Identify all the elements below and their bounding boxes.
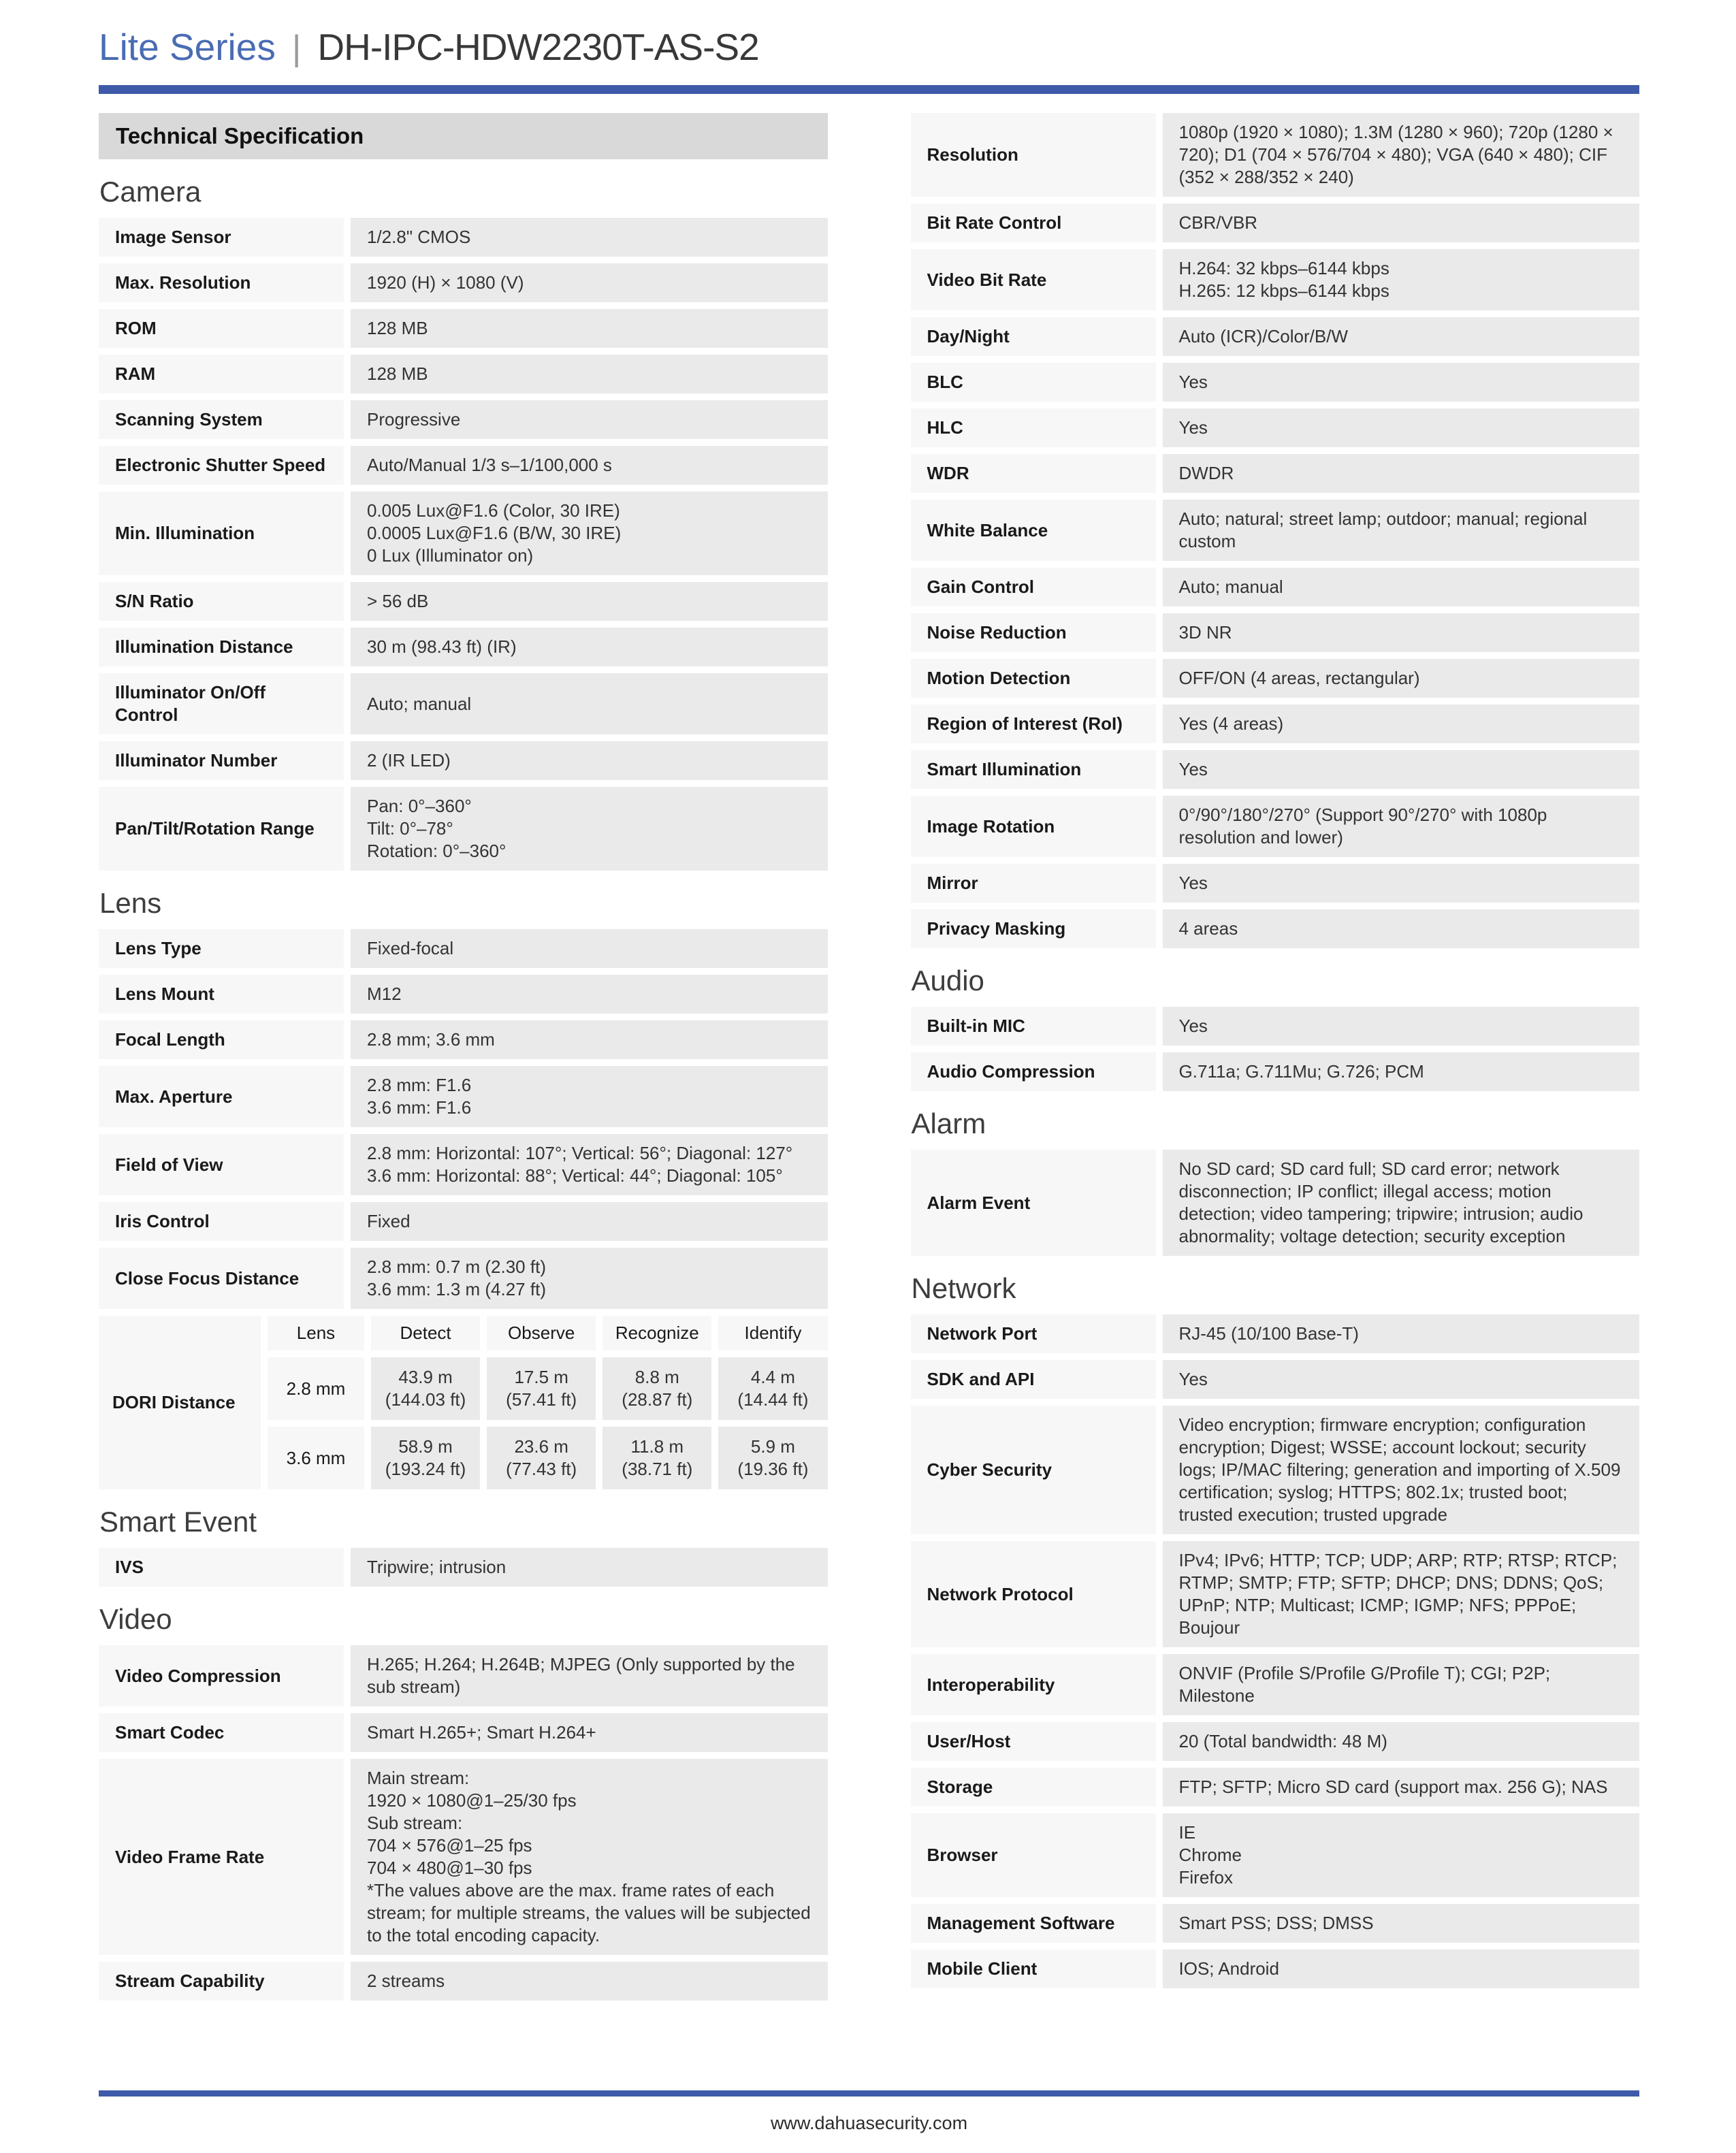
spec-row (99, 1713, 828, 1752)
dori-table (99, 1316, 828, 1489)
spec-label: WDR (911, 454, 1156, 493)
spec-value-line: Auto/Manual 1/3 s–1/100,000 s (367, 455, 612, 475)
spec-value-line: 1920 × 1080@1–25/30 fps (367, 1790, 577, 1811)
spec-label: Mirror (911, 864, 1156, 903)
spec-value (351, 673, 828, 734)
spec-label: Max. Aperture (99, 1066, 344, 1127)
spec-value (1163, 408, 1640, 447)
spec-value (351, 1645, 828, 1706)
spec-value-line: 20 (Total bandwidth: 48 M) (1178, 1731, 1387, 1751)
dori-distance-ft: (28.87 ft) (622, 1389, 693, 1410)
spec-value (351, 263, 828, 302)
spec-label: Illuminator On/Off Control (99, 673, 344, 734)
spec-label: Scanning System (99, 400, 344, 439)
spec-value-line: OFF/ON (4 areas, rectangular) (1178, 668, 1420, 688)
spec-row (911, 1768, 1640, 1807)
section-heading: Audio (911, 965, 984, 997)
spec-label: Close Focus Distance (99, 1248, 344, 1309)
section-heading: Video (99, 1603, 172, 1635)
spec-value-line: G.711a; G.711Mu; G.726; PCM (1178, 1061, 1424, 1082)
spec-value-line: Sub stream: (367, 1813, 463, 1833)
spec-value-line: 704 × 576@1–25 fps (367, 1835, 532, 1856)
spec-label: Electronic Shutter Speed (99, 446, 344, 485)
spec-value-line: 3.6 mm: 1.3 m (4.27 ft) (367, 1279, 546, 1299)
spec-label: Storage (911, 1768, 1156, 1807)
spec-value-line: ONVIF (Profile S/Profile G/Profile T); CGI; P2P; Milestone (1178, 1663, 1551, 1706)
spec-label: RAM (99, 355, 344, 393)
dori-data-cell (371, 1427, 480, 1489)
spec-value (351, 1066, 828, 1127)
spec-label: Mobile Client (911, 1949, 1156, 1988)
spec-label: Management Software (911, 1904, 1156, 1943)
spec-row (99, 446, 828, 485)
spec-value (1163, 317, 1640, 356)
spec-row (99, 582, 828, 621)
spec-value-line: Yes (1178, 372, 1208, 392)
spec-row (911, 1722, 1640, 1761)
spec-value (351, 787, 828, 871)
spec-value (351, 975, 828, 1014)
dori-distance-ft: (14.44 ft) (737, 1389, 809, 1410)
spec-label: Network Port (911, 1314, 1156, 1353)
spec-value-line: Firefox (1178, 1867, 1233, 1888)
spec-value (351, 1713, 828, 1752)
dori-distance-ft: (19.36 ft) (737, 1459, 809, 1479)
dori-data-cell (718, 1427, 827, 1489)
spec-value (351, 1248, 828, 1309)
spec-label: Browser (911, 1813, 1156, 1897)
spec-value (1163, 1949, 1640, 1988)
spec-row (911, 750, 1640, 789)
spec-row (99, 1202, 828, 1241)
dori-distance-ft: (193.24 ft) (385, 1459, 466, 1479)
spec-label: Smart Codec (99, 1713, 344, 1752)
spec-value (1163, 1541, 1640, 1647)
spec-label: Bit Rate Control (911, 204, 1156, 242)
spec-value (1163, 796, 1640, 857)
spec-value (351, 1202, 828, 1241)
spec-section (99, 1506, 828, 1587)
spec-value-line: IPv4; IPv6; HTTP; TCP; UDP; ARP; RTP; RTSP; RTCP; RTMP; SMTP; FTP; SFTP; DHCP; DNS; DDNS; QoS; UPnP; NTP; Multicast; ICMP; IGMP; NFS; PPPoE; Boujour (1178, 1550, 1618, 1638)
spec-label: Illuminator Number (99, 741, 344, 780)
spec-value (351, 218, 828, 257)
spec-label: Video Compression (99, 1645, 344, 1706)
spec-row (911, 705, 1640, 743)
dori-data-cell (718, 1357, 827, 1420)
spec-value (1163, 1007, 1640, 1046)
spec-value (351, 309, 828, 348)
spec-value-line: DWDR (1178, 463, 1234, 483)
spec-row (911, 1904, 1640, 1943)
spec-row (99, 1066, 828, 1127)
spec-row (911, 1007, 1640, 1046)
spec-value (1163, 500, 1640, 561)
spec-value (1163, 363, 1640, 402)
dori-column-header: Identify (718, 1316, 827, 1350)
spec-label: Illumination Distance (99, 628, 344, 666)
spec-value-line: IE (1178, 1822, 1196, 1843)
dori-data-cell (487, 1357, 596, 1420)
spec-value-line: 704 × 480@1–30 fps (367, 1858, 532, 1878)
spec-row (99, 355, 828, 393)
dori-distance-m: 5.9 m (750, 1436, 795, 1457)
spec-value-line: Yes (1178, 417, 1208, 438)
spec-value (1163, 1314, 1640, 1353)
spec-value-line: 2.8 mm: 0.7 m (2.30 ft) (367, 1257, 546, 1277)
spec-value (1163, 454, 1640, 493)
spec-value-line: Auto; natural; street lamp; outdoor; manual; regional custom (1178, 508, 1588, 551)
dori-data-cell (602, 1427, 711, 1489)
dori-distance-m: 58.9 m (398, 1436, 453, 1457)
spec-row (911, 454, 1640, 493)
spec-value (351, 446, 828, 485)
spec-label: Noise Reduction (911, 613, 1156, 652)
spec-value-line: M12 (367, 984, 402, 1004)
spec-label: Field of View (99, 1134, 344, 1195)
spec-value-line: 2.8 mm: Horizontal: 107°; Vertical: 56°; Diagonal: 127° (367, 1143, 793, 1163)
dori-lens-cell: 2.8 mm (268, 1357, 364, 1420)
dori-data-cell (602, 1357, 711, 1420)
spec-row (911, 1654, 1640, 1715)
spec-value-line: 30 m (98.43 ft) (IR) (367, 636, 517, 657)
spec-label: HLC (911, 408, 1156, 447)
spec-label: Stream Capability (99, 1962, 344, 2001)
spec-value-line: CBR/VBR (1178, 212, 1258, 233)
spec-label: Privacy Masking (911, 909, 1156, 948)
spec-row (911, 363, 1640, 402)
spec-value (351, 1134, 828, 1195)
spec-value-line: 128 MB (367, 363, 428, 384)
spec-row (911, 1052, 1640, 1091)
spec-value-line: Smart H.265+; Smart H.264+ (367, 1722, 596, 1743)
spec-label: Alarm Event (911, 1150, 1156, 1256)
spec-value-line: H.265: 12 kbps–6144 kbps (1178, 280, 1389, 301)
spec-label: Smart Illumination (911, 750, 1156, 789)
dori-distance-m: 11.8 m (630, 1436, 684, 1457)
spec-value-line: Yes (4 areas) (1178, 713, 1284, 734)
spec-value (1163, 113, 1640, 197)
page-footer (99, 2063, 1639, 2134)
spec-label: S/N Ratio (99, 582, 344, 621)
spec-label: Motion Detection (911, 659, 1156, 698)
left-column (99, 113, 828, 2007)
spec-label: Built-in MIC (911, 1007, 1156, 1046)
right-column (911, 113, 1640, 2007)
spec-value (351, 929, 828, 968)
spec-label: Video Frame Rate (99, 1759, 344, 1955)
spec-row (99, 673, 828, 734)
spec-value-line: 2 (IR LED) (367, 750, 451, 771)
spec-value-line: 2.8 mm: F1.6 (367, 1075, 472, 1095)
spec-row (99, 1134, 828, 1195)
spec-section (99, 1603, 828, 2001)
spec-value-line: Pan: 0°–360° (367, 796, 472, 816)
spec-value (1163, 1406, 1640, 1534)
spec-value (1163, 1360, 1640, 1399)
spec-value (1163, 1813, 1640, 1897)
spec-value-line: 3.6 mm: F1.6 (367, 1097, 472, 1118)
spec-label: Day/Night (911, 317, 1156, 356)
spec-value (1163, 1768, 1640, 1807)
spec-value-line: IOS; Android (1178, 1958, 1279, 1979)
spec-value (351, 355, 828, 393)
spec-value-line: Chrome (1178, 1845, 1242, 1865)
dori-distance-ft: (144.03 ft) (385, 1389, 466, 1410)
dori-distance-m: 4.4 m (750, 1367, 795, 1387)
spec-section (911, 1107, 1640, 1256)
spec-label: Min. Illumination (99, 491, 344, 575)
spec-value (1163, 1904, 1640, 1943)
dori-distance-m: 23.6 m (514, 1436, 568, 1457)
spec-value-line: 128 MB (367, 318, 428, 338)
spec-value-line: Fixed (367, 1211, 411, 1231)
spec-value-line: 2 streams (367, 1971, 445, 1991)
spec-row (911, 568, 1640, 606)
spec-columns (99, 113, 1639, 2007)
spec-value (1163, 705, 1640, 743)
spec-value-line: 0.0005 Lux@F1.6 (B/W, 30 IRE) (367, 523, 622, 543)
spec-value (351, 1020, 828, 1059)
spec-value-line: FTP; SFTP; Micro SD card (support max. 256 G); NAS (1178, 1777, 1608, 1797)
spec-value-line: Auto; manual (1178, 577, 1283, 597)
spec-value (1163, 659, 1640, 698)
dori-distance-m: 43.9 m (398, 1367, 453, 1387)
model-title: DH-IPC-HDW2230T-AS-S2 (317, 26, 759, 68)
spec-label: Audio Compression (911, 1052, 1156, 1091)
spec-label: User/Host (911, 1722, 1156, 1761)
spec-label: Lens Type (99, 929, 344, 968)
spec-row (99, 1020, 828, 1059)
spec-value-line: Auto (ICR)/Color/B/W (1178, 326, 1348, 346)
spec-section (99, 887, 828, 1489)
dori-distance-ft: (77.43 ft) (506, 1459, 577, 1479)
dori-column-header: Observe (487, 1316, 596, 1350)
technical-specification-header: Technical Specification (99, 113, 828, 159)
spec-row (99, 787, 828, 871)
spec-value (351, 1548, 828, 1587)
dori-lens-cell: 3.6 mm (268, 1427, 364, 1489)
spec-section (911, 1272, 1640, 1988)
spec-value-line: Smart PSS; DSS; DMSS (1178, 1913, 1374, 1933)
spec-label: Resolution (911, 113, 1156, 197)
spec-row (911, 113, 1640, 197)
spec-row (99, 929, 828, 968)
spec-row (911, 204, 1640, 242)
spec-section (911, 965, 1640, 1091)
dori-column-header: Recognize (602, 1316, 711, 1350)
spec-row (99, 263, 828, 302)
spec-row (911, 249, 1640, 310)
spec-row (911, 1360, 1640, 1399)
spec-row (911, 796, 1640, 857)
spec-value (351, 491, 828, 575)
spec-value-line: 0°/90°/180°/270° (Support 90°/270° with 1080p resolution and lower) (1178, 805, 1547, 847)
spec-row (911, 1406, 1640, 1534)
spec-value-line: 0.005 Lux@F1.6 (Color, 30 IRE) (367, 500, 620, 521)
spec-value-line: 2.8 mm; 3.6 mm (367, 1029, 495, 1050)
spec-value (1163, 750, 1640, 789)
spec-value (1163, 568, 1640, 606)
section-heading: Smart Event (99, 1506, 257, 1538)
dori-distance-ft: (38.71 ft) (622, 1459, 693, 1479)
spec-value-line: Yes (1178, 759, 1208, 779)
dori-row-label: DORI Distance (99, 1316, 261, 1489)
spec-value-line: 3.6 mm: Horizontal: 88°; Vertical: 44°; Diagonal: 105° (367, 1165, 783, 1186)
spec-value-line: 0 Lux (Illuminator on) (367, 545, 534, 566)
dori-distance-ft: (57.41 ft) (506, 1389, 577, 1410)
spec-value (1163, 204, 1640, 242)
spec-value-line: Main stream: (367, 1768, 470, 1788)
spec-value (1163, 864, 1640, 903)
spec-label: Interoperability (911, 1654, 1156, 1715)
spec-label: Gain Control (911, 568, 1156, 606)
spec-value-line: 1/2.8" CMOS (367, 227, 471, 247)
spec-row (911, 1150, 1640, 1256)
spec-row (911, 500, 1640, 561)
spec-value-line: Yes (1178, 1369, 1208, 1389)
page-title (99, 18, 1639, 69)
spec-label: Max. Resolution (99, 263, 344, 302)
spec-value (351, 628, 828, 666)
spec-value (1163, 249, 1640, 310)
spec-label: Lens Mount (99, 975, 344, 1014)
title-separator: | (291, 29, 302, 68)
spec-value (1163, 909, 1640, 948)
spec-row (99, 1759, 828, 1955)
spec-value (351, 741, 828, 780)
spec-row (99, 1548, 828, 1587)
spec-value-line: > 56 dB (367, 591, 429, 611)
header-rule (99, 85, 1639, 94)
spec-label: Pan/Tilt/Rotation Range (99, 787, 344, 871)
spec-section (911, 113, 1640, 948)
spec-value-line: 1080p (1920 × 1080); 1.3M (1280 × 960); 720p (1280 × 720); D1 (704 × 576/704 × 480); VGA (640 × 480); CIF (352 × 288/352 × 240) (1178, 122, 1613, 187)
spec-value (1163, 1052, 1640, 1091)
spec-value (1163, 613, 1640, 652)
spec-row (99, 628, 828, 666)
spec-value-line: 1920 (H) × 1080 (V) (367, 272, 524, 293)
spec-label: SDK and API (911, 1360, 1156, 1399)
series-title: Lite Series (99, 26, 276, 68)
spec-value (1163, 1654, 1640, 1715)
spec-value-line: H.265; H.264; H.264B; MJPEG (Only supported by the sub stream) (367, 1654, 795, 1697)
spec-row (911, 909, 1640, 948)
spec-row (911, 1541, 1640, 1647)
spec-row (99, 1645, 828, 1706)
dori-column-header: Detect (371, 1316, 480, 1350)
spec-label: BLC (911, 363, 1156, 402)
section-heading: Alarm (911, 1107, 986, 1139)
spec-value-line: Video encryption; firmware encryption; configuration encryption; Digest; WSSE; account lockout; security logs; IP/MAC filtering; generation and importing of X.509 certification; syslog; HTTPS; 802.1x; trusted boot; trusted execution; trusted upgrade (1178, 1414, 1621, 1525)
spec-row (911, 659, 1640, 698)
spec-value-line: RJ-45 (10/100 Base-T) (1178, 1323, 1359, 1344)
spec-value (351, 1759, 828, 1955)
spec-value (1163, 1150, 1640, 1256)
spec-section (99, 176, 828, 871)
dori-data-cell (487, 1427, 596, 1489)
dori-distance-m: 8.8 m (634, 1367, 679, 1387)
section-heading: Network (911, 1272, 1016, 1304)
spec-value-line: Rotation: 0°–360° (367, 841, 507, 861)
spec-label: IVS (99, 1548, 344, 1587)
spec-row (99, 400, 828, 439)
spec-value-line: Fixed-focal (367, 938, 454, 958)
spec-row (911, 864, 1640, 903)
spec-value-line: 4 areas (1178, 918, 1238, 939)
spec-row (99, 1248, 828, 1309)
dori-distance-m: 17.5 m (514, 1367, 568, 1387)
spec-label: Image Rotation (911, 796, 1156, 857)
section-heading: Camera (99, 176, 202, 208)
spec-value-line: 3D NR (1178, 622, 1232, 643)
spec-label: ROM (99, 309, 344, 348)
spec-row (99, 491, 828, 575)
spec-value-line: *The values above are the max. frame rates of each stream; for multiple streams, the values will be subjected to the total encoding capacity. (367, 1880, 811, 1945)
spec-value-line: Auto; manual (367, 693, 472, 714)
spec-row (911, 1314, 1640, 1353)
section-heading: Lens (99, 887, 162, 919)
spec-label: Video Bit Rate (911, 249, 1156, 310)
spec-label: Cyber Security (911, 1406, 1156, 1534)
spec-row (911, 1949, 1640, 1988)
spec-row (911, 613, 1640, 652)
spec-value (1163, 1722, 1640, 1761)
spec-row (99, 218, 828, 257)
spec-value-line: Tripwire; intrusion (367, 1557, 507, 1577)
spec-label: Region of Interest (RoI) (911, 705, 1156, 743)
spec-value-line: No SD card; SD card full; SD card error; network disconnection; IP conflict; illegal access; motion detection; video tampering; tripwire; intrusion; audio abnormality; voltage detection; security exception (1178, 1159, 1584, 1246)
spec-label: Iris Control (99, 1202, 344, 1241)
spec-row (911, 317, 1640, 356)
spec-value-line: Yes (1178, 1016, 1208, 1036)
spec-row (99, 975, 828, 1014)
spec-value (351, 400, 828, 439)
spec-value (351, 1962, 828, 2001)
spec-row (911, 1813, 1640, 1897)
spec-row (99, 309, 828, 348)
spec-row (99, 1962, 828, 2001)
spec-value (351, 582, 828, 621)
spec-label: Image Sensor (99, 218, 344, 257)
spec-row (911, 408, 1640, 447)
spec-label: White Balance (911, 500, 1156, 561)
spec-value-line: Tilt: 0°–78° (367, 818, 453, 839)
spec-value-line: H.264: 32 kbps–6144 kbps (1178, 258, 1389, 278)
spec-value-line: Progressive (367, 409, 461, 430)
spec-label: Network Protocol (911, 1541, 1156, 1647)
spec-label: Focal Length (99, 1020, 344, 1059)
footer-rule (99, 2090, 1639, 2097)
spec-value-line: Yes (1178, 873, 1208, 893)
spec-row (99, 741, 828, 780)
dori-data-cell (371, 1357, 480, 1420)
footer-url: www.dahuasecurity.com (770, 2113, 968, 2133)
dori-column-header: Lens (268, 1316, 364, 1350)
